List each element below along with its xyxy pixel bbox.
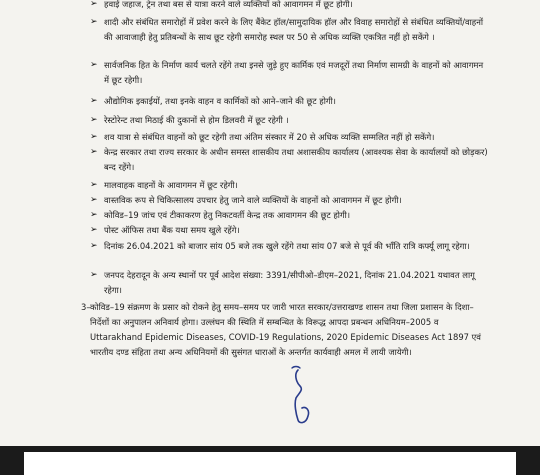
paragraph-3 bbox=[81, 300, 492, 360]
list-item bbox=[90, 223, 488, 238]
arrow-bullet-icon: ➢ bbox=[90, 132, 98, 142]
list-item-text: रेस्टोरेन्ट तथा मिठाई की दुकानों से होम डिलवरी में छूट रहेगी । bbox=[104, 115, 289, 125]
arrow-bullet-icon: ➢ bbox=[90, 0, 98, 9]
arrow-bullet-icon: ➢ bbox=[90, 241, 98, 251]
arrow-bullet-icon: ➢ bbox=[90, 115, 98, 125]
list-item bbox=[90, 145, 488, 175]
arrow-bullet-icon: ➢ bbox=[90, 17, 98, 27]
arrow-bullet-icon: ➢ bbox=[90, 225, 98, 235]
handwritten-signature bbox=[284, 364, 324, 428]
list-item-text: हवाई जहाज, ट्रेन तथा बस से यात्रा करने वाले व्यक्तियों को आवागमन में छूट होगी। bbox=[104, 0, 353, 9]
list-item bbox=[90, 208, 488, 223]
list-item-text: दिनांक 26.04.2021 को बाजार सांय 05 बजे तक खुले रहेंगे तथा सांय 07 बजे से पूर्व की भाँति रात्रि कर्फ्यू लागू रहेगा। bbox=[104, 241, 470, 251]
arrow-bullet-icon: ➢ bbox=[90, 270, 98, 280]
list-item-text: शव यात्रा से संबंधित वाहनों को छूट रहेगी तथा अंतिम संस्कार में 20 से अधिक व्यक्ति सम्मलित नहीं हो सकेंगे। bbox=[104, 132, 435, 142]
arrow-bullet-icon: ➢ bbox=[90, 96, 98, 106]
paragraph-number: 3– bbox=[81, 302, 91, 312]
list-item-text: सार्वजनिक हित के निर्माण कार्य चलते रहेंगे तथा इनसे जुड़े हुए कार्मिक एवं मजदूरों तथा निर्माण सामग्री के वाहनों को आवागमन में छूट रहेगी। bbox=[104, 60, 484, 85]
arrow-bullet-icon: ➢ bbox=[90, 60, 98, 70]
list-item bbox=[90, 239, 488, 254]
list-item-text: कोविड–19 जांच एवं टीकाकरण हेतु निकटवर्ती केन्द्र तक आवागमन की छूट होगी। bbox=[104, 210, 351, 220]
list-item bbox=[90, 113, 488, 128]
list-item-text: जनपद देहरादून के अन्य स्थानों पर पूर्व आदेश संख्या: 3391/सीपीओ–डीएम–2021, दिनांक 21.04.2021 यथावत लागू रहेगा। bbox=[104, 270, 475, 295]
arrow-bullet-icon: ➢ bbox=[90, 147, 98, 157]
list-item bbox=[90, 58, 488, 88]
paragraph-text: कोविड–19 संक्रमण के प्रसार को रोकने हेतु समय–समय पर जारी भारत सरकार/उत्तराखण्ड शासन तथा जिला प्रशासन के दिशा–निर्देशों का अनुपालन अनिवार्य होगा। उल्लंघन की स्थिति में सम्बन्धित के विरूद्ध आपदा प्रबन्धन अधिनियम–2005 व Uttarakhand Epidemic Diseases, COVID-19 Regulations, 2020 Epidemic Diseases Act 1897 एवं भारतीय दण्ड संहिता तथा अन्य अधिनियमों की सुसंगत धाराओं के अन्तर्गत कार्यवाही अमल में लायी जायेगी। bbox=[90, 302, 481, 357]
arrow-bullet-icon: ➢ bbox=[90, 180, 98, 190]
list-item bbox=[90, 178, 488, 193]
arrow-bullet-icon: ➢ bbox=[90, 210, 98, 220]
list-item bbox=[90, 15, 488, 45]
list-item-text: शादी और संबंधित समारोहों में प्रवेश करने के लिए बैंकेट हॉल/सामुदायिक हॉल और विवाह समारोहों से संबंधित व्यक्तियों/वाहनों की आवाजाही हेतु प्रतिबन्धों के साथ छूट रहेगी समारोह स्थल पर 50 से अधिक व्यक्ति एकत्रित नहीं हो सकेंगे । bbox=[104, 17, 484, 42]
list-item-text: केन्द्र सरकार तथा राज्य सरकार के अधीन समस्त शासकीय तथा अशासकीय कार्यालय (आवश्यक सेवा के कार्यालयों को छोड़कर) बन्द रहेंगे। bbox=[104, 147, 488, 172]
arrow-bullet-icon: ➢ bbox=[90, 195, 98, 205]
list-item bbox=[90, 0, 488, 12]
list-item bbox=[90, 193, 488, 208]
list-item-text: मालवाहक वाहनों के आवागमन में छूट रहेगी। bbox=[104, 180, 238, 190]
list-item-text: वास्तविक रूप से चिकित्सालय उपचार हेतु जाने वाले व्यक्तियों के वाहनों को आवागमन में छूट होगी। bbox=[104, 195, 402, 205]
bottom-strip bbox=[24, 452, 516, 475]
list-item-text: औद्योगिक इकाईयों, तथा इनके वाहन व कार्मिकों को आने–जाने की छूट होगी। bbox=[104, 96, 336, 106]
list-item-text: पोस्ट ऑफिस तथा बैंक यथा समय खुले रहेंगे। bbox=[104, 225, 240, 235]
list-item bbox=[90, 268, 488, 298]
list-item bbox=[90, 94, 488, 109]
list-item bbox=[90, 130, 488, 145]
